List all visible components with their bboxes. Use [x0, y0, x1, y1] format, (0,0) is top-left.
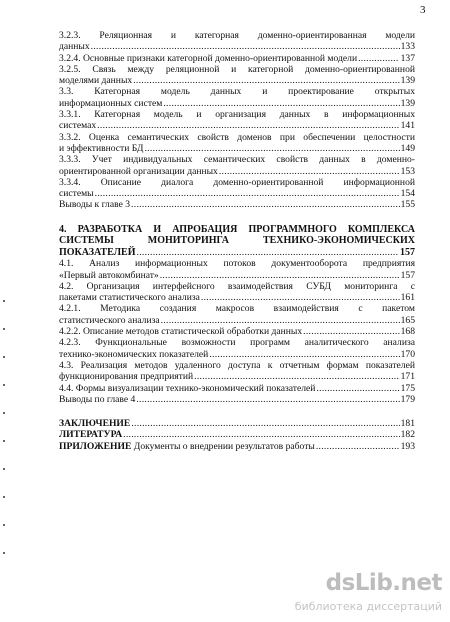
toc-entry-title: ЛИТЕРАТУРА [59, 429, 123, 441]
toc-entry-title: статистического анализа [59, 314, 160, 326]
toc-entry-last-line [59, 394, 415, 405]
toc-entry-title: «Первый автокомбинат» [59, 269, 159, 281]
toc-entry [59, 258, 415, 281]
watermark-subtitle: библиотека диссертаций [294, 600, 442, 613]
toc-page-number: 179 [400, 393, 415, 405]
toc-entry [59, 64, 415, 87]
toc-entry [59, 441, 415, 452]
toc-entry-title: Выводы к главе 3 [59, 199, 131, 211]
toc-entry-title: системы [59, 188, 94, 200]
dot-leader [358, 53, 395, 64]
toc-entry-line: 4.2.3. Функциональные возможности программ аналитического анализа [59, 337, 415, 349]
dot-leader [160, 270, 400, 281]
toc-entry [59, 224, 415, 258]
toc-page-number: 133 [400, 41, 415, 53]
toc-entry-last-line [59, 53, 415, 64]
toc-entry-title: Выводы по главе 4 [59, 393, 136, 405]
toc-entry-line: СИСТЕМЫ МОНИТОРИНГА ТЕХНИКО-ЭКОНОМИЧЕСКИХ [59, 235, 415, 247]
dot-leader [194, 371, 399, 382]
toc-entry-last-line [59, 429, 415, 440]
toc-page-number: 170 [400, 348, 415, 360]
toc-entry-line: 3.2.5. Связь между реляционной и категорной доменно-ориентированной [59, 63, 415, 75]
toc-entry-last-line [59, 418, 415, 429]
toc-entry-line: 4.2.1. Методика создания макросов взаимодействия с пакетом [59, 303, 415, 315]
toc-entry [59, 429, 415, 440]
toc-page-number: 161 [400, 292, 415, 304]
toc-page-number: 182 [400, 429, 415, 441]
toc-entry [59, 383, 415, 394]
toc-entry-last-line [59, 120, 415, 131]
toc-page-number: 171 [400, 371, 415, 383]
toc-page-number: 149 [400, 142, 415, 154]
toc-entry-title: данных [59, 41, 90, 53]
dot-leader [161, 315, 400, 326]
toc-entry [59, 132, 415, 155]
dot-leader [97, 120, 399, 131]
toc-entry [59, 418, 415, 429]
dot-leader [303, 326, 399, 337]
toc-entry-last-line [59, 166, 415, 177]
dot-leader [133, 75, 399, 86]
dot-leader [95, 188, 400, 199]
toc-page-number: 153 [400, 165, 415, 177]
toc-entry-last-line [59, 349, 415, 360]
toc-entry-line: 4.1. Анализ информационных потоков документооборота предприятия [59, 258, 415, 270]
toc-entry-line: 3.3.2. Оценка семантических свойств доменов при обеспечении целостности [59, 131, 415, 143]
toc-entry-last-line [59, 188, 415, 199]
toc-entry-last-line [59, 441, 415, 452]
dot-leader [219, 166, 400, 177]
toc-entry-title: системах [59, 120, 97, 132]
scan-margin-marks [0, 300, 8, 580]
toc-page-number: 139 [400, 97, 415, 109]
toc-entry [59, 199, 415, 210]
toc-entry-title: 3.2.4. Основные признаки категорной доменно-ориентированной модели [59, 52, 358, 64]
toc-entry-line: 3.3.1. Категорная модель и организация данных в информационных [59, 109, 415, 121]
dot-leader [209, 349, 399, 360]
watermark-logo: dsLib.net [325, 570, 442, 596]
dot-leader [316, 441, 400, 452]
toc-entry-title: пакетами статистического анализа [59, 292, 200, 304]
dot-leader [137, 247, 399, 258]
toc-entry-line: 3.3. Категорная модель данных и проектирование открытых [59, 86, 415, 98]
toc-page-number: 165 [400, 314, 415, 326]
toc-entry-line: 4. РАЗРАБОТКА И АПРОБАЦИЯ ПРОГРАММНОГО КОМПЛЕКСА [59, 223, 415, 235]
dot-leader [131, 199, 400, 210]
toc-entry [59, 53, 415, 64]
toc-entry [59, 360, 415, 383]
toc-entry-title: 4.4. Формы визуализации технико-экономический показателей [59, 382, 316, 394]
toc-entry [59, 109, 415, 132]
table-of-contents [59, 30, 415, 452]
toc-entry-title: ПОКАЗАТЕЛЕЙ [59, 246, 136, 258]
toc-entry [59, 326, 415, 337]
toc-entry-line: 3.3.4. Описание диалога доменно-ориентированной информационной [59, 176, 415, 188]
toc-page-number: . 137 [395, 52, 415, 64]
dot-leader [91, 41, 400, 52]
toc-entry-title: ПРИЛОЖЕНИЕ [59, 440, 132, 452]
toc-entry-title: технико-экономических показателей [59, 348, 209, 360]
toc-entry-last-line [59, 143, 415, 154]
toc-entry-last-line [59, 315, 415, 326]
dot-leader [316, 383, 399, 394]
toc-entry-title-rest: Документы о внедрении результатов работы [131, 440, 315, 452]
toc-entry-title: ориентированной организации данных [59, 165, 218, 177]
toc-entry-last-line [59, 371, 415, 382]
toc-entry-last-line [59, 292, 415, 303]
toc-entry [59, 30, 415, 53]
toc-entry [59, 177, 415, 200]
toc-entry-line: 3.3.3. Учет индивидуальных семантических свойств данных в доменно- [59, 154, 415, 166]
dot-leader [163, 98, 399, 109]
toc-page-number: 168 [400, 326, 415, 338]
toc-entry-last-line [59, 98, 415, 109]
dot-leader [123, 429, 399, 440]
toc-entry-title: и эффективности БД [59, 142, 144, 154]
dot-leader [201, 292, 400, 303]
dot-leader [144, 143, 399, 154]
toc-entry-last-line [59, 199, 415, 210]
toc-page-number: 139 [400, 75, 415, 87]
page-number: 3 [420, 4, 426, 16]
toc-entry-last-line [59, 75, 415, 86]
toc-page-number: 157 [400, 269, 415, 281]
toc-entry [59, 337, 415, 360]
toc-entry-last-line [59, 270, 415, 281]
toc-entry [59, 86, 415, 109]
toc-page-number: 157 [400, 246, 415, 258]
toc-entry-line: 4.2. Организация интерфейсного взаимодействия СУБД мониторинга с [59, 280, 415, 292]
toc-page-number: 155 [400, 199, 415, 211]
toc-entry-line: 3.2.3. Реляционная и категорная доменно-ориентированная модели [59, 30, 415, 41]
toc-entry [59, 154, 415, 177]
toc-page-number: 154 [400, 188, 415, 200]
toc-entry-title: информационных систем [59, 97, 163, 109]
toc-page-number: 181 [400, 418, 415, 430]
toc-entry [59, 394, 415, 405]
toc-entry-title: ЗАКЛЮЧЕНИЕ [59, 418, 131, 430]
toc-entry-last-line [59, 41, 415, 52]
toc-entry-line: 4.3. Реализация методов удаленного доступа к отчетным формам показателей [59, 359, 415, 371]
toc-entry-last-line [59, 383, 415, 394]
dot-leader [131, 418, 399, 429]
toc-entry [59, 281, 415, 304]
toc-entry-title: 4.2.2. Описание методов статистической обработки данных [59, 326, 303, 338]
watermark [270, 570, 446, 618]
toc-page-number: 175 [400, 382, 415, 394]
dot-leader [136, 394, 399, 405]
toc-entry-title: функционирования предприятий [59, 371, 194, 383]
toc-page-number: 141 [400, 120, 415, 132]
toc-entry-last-line [59, 247, 415, 258]
toc-entry-last-line [59, 326, 415, 337]
toc-entry-title: моделями данных [59, 75, 133, 87]
toc-page-number: 193 [400, 440, 415, 452]
toc-entry [59, 303, 415, 326]
